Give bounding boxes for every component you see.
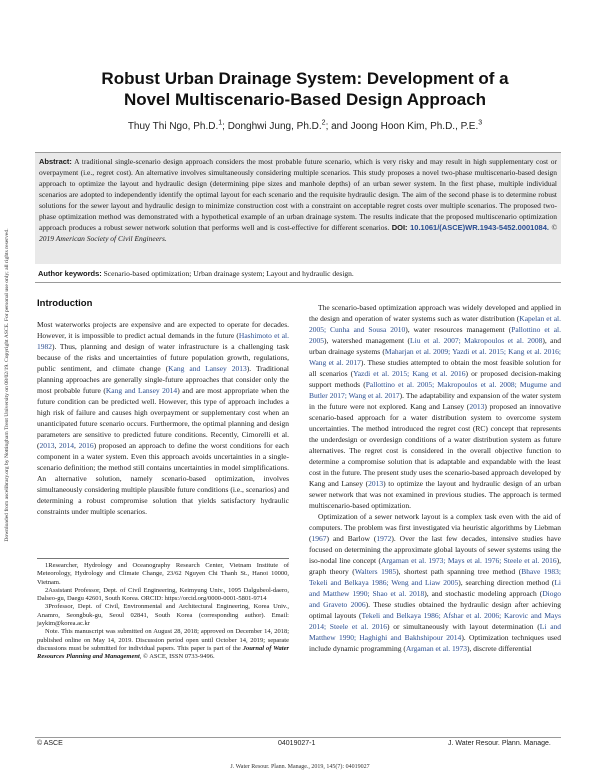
left-column (37, 298, 289, 517)
author-2: ; Donghwi Jung, Ph.D. (222, 121, 322, 132)
title-line-2: Novel Multiscenario-Based Design Approach (123, 90, 487, 109)
author-3-mark: 3 (478, 119, 483, 127)
text-run: Most waterworks projects are expensive and are expected to operate for decades. However, it is impossible to predict actual demands in the future ( (37, 320, 289, 340)
footnote-2: 2Assistant Professor, Dept. of Civil Engineering, Keimyung Univ., 1095 Dalgubeol-daero, Dalseo-gu, Daegu 42601, South Korea. ORCID: https://orcid.org/0000-0001-5801-9714 (37, 586, 289, 603)
reference-link[interactable]: Li and Matthew 1990; Haghighi and Bakhshipour 2014 (309, 622, 562, 642)
text-run: ) and are most appropriate when the future condition can be predicted well. However, this type of approach includes a high risk of failure and causes high overpayment or supplementary cost when an unanticipated future scenario occurs. Furthermore, the optimal planning and design parameters are sensitive to predicted future conditions. Recently, Cimorelli et al. ( (37, 386, 290, 450)
reference-link[interactable]: Kang and Lansey 2014 (105, 386, 178, 395)
text-run: ), shortest path spanning tree method ( (396, 567, 522, 576)
right-paragraph-2 (309, 511, 561, 654)
reference-link[interactable]: Kapelan et al. 2005; Cunha and Sousa 2010 (309, 314, 561, 334)
author-1: Thuy Thi Ngo, Ph.D. (127, 121, 219, 132)
text-run: The scenario-based optimization approach was widely developed and applied in the design and operation of water systems such as water distribution ( (309, 303, 561, 323)
reference-link[interactable]: Walters 1985 (354, 567, 397, 576)
footer-journal: J. Water Resour. Plann. Manage. (448, 740, 551, 747)
text-run: ). Traditional planning approaches are generally single-future approaches that consider only the most probable future ( (37, 364, 290, 395)
text-run: Optimization of a sewer network layout is a complex task even with the aid of computers. The problem was first investigated via heuristic algorithms by Liebman ( (309, 512, 561, 543)
author-1-mark: 1 (218, 119, 223, 127)
text-run: ) and Barlow ( (326, 534, 377, 543)
manuscript-note (37, 628, 289, 661)
reference-link[interactable]: 2013 (469, 402, 485, 411)
title-line-1: Robust Urban Drainage System: Development of a (101, 69, 509, 88)
author-list (40, 121, 570, 132)
download-sidebar (0, 150, 14, 620)
abstract-paragraph (39, 156, 557, 244)
footer-copyright: © ASCE (37, 740, 63, 747)
reference-link[interactable]: Li and Matthew 1990; Shao et al. 2018 (309, 578, 561, 598)
text-run: ). These studies attempted to obtain the most feasible solution for all scenarios ( (309, 358, 561, 378)
text-run: ) or proposed decision-making support methods ( (309, 369, 561, 389)
text-run: ). Over the last few decades, intensive studies have focused on determining the approximate global layouts of sewer systems using the iso-nodal line concept ( (309, 534, 561, 565)
text-run: ), and urban drainage systems ( (309, 336, 562, 356)
copyright-line: © 2019 American Society of Civil Engineers. (39, 223, 558, 243)
text-run: ), watershed management ( (324, 336, 411, 345)
text-run: , (54, 441, 60, 450)
paper-title (40, 68, 570, 110)
reference-link[interactable]: Pallottino et al. 2005; Makropoulos et al. 2008; Mugume and Butler 2017; Wang et al. 2017 (309, 380, 561, 400)
introduction-heading: Introduction (37, 298, 93, 309)
reference-link[interactable]: Argaman et al. 1973 (405, 644, 467, 653)
text-run: ), searching direction method ( (458, 578, 555, 587)
text-run: ) proposed an innovative scenario-based approach for a water distribution system to overcome system uncertainties. The method introduced the regret cost (RC) concept that represents the underdesign or overdesign conditions of a water distribution system as future alternatives. The regret cost is considered in the overall objective function to determine a compromise solution that is adaptable and expandable with the least cost in the future. The present study uses the scenario-based approach developed by Kang and Lansey ( (309, 402, 562, 488)
doi-label: DOI: (391, 223, 408, 232)
text-run: ). Thus, planning and design of water infrastructure is a challenging task because of the risks and uncertainties of future population growth, regulations, public sentiment, and climate change ( (37, 342, 289, 373)
keywords-text: Scenario-based optimization; Urban drainage system; Layout and hydraulic design. (101, 269, 354, 278)
reference-link[interactable]: Diogo and Graveto 2006 (309, 589, 562, 609)
reference-link[interactable]: 1972 (376, 534, 392, 543)
reference-link[interactable]: 2013 (368, 479, 384, 488)
download-notice: Downloaded from ascelibrary.org by Nottingham Trent University on 08/02/19. Copyright ASCE. For personal use only; all rights reserved. (4, 228, 10, 542)
text-run: ). Optimization techniques used include dynamic programming ( (309, 633, 561, 653)
footnotes (37, 558, 289, 662)
section-divider (35, 282, 561, 283)
reference-link[interactable]: Liu et al. 2007; Makropoulos et al. 2008 (410, 336, 543, 345)
reference-link[interactable]: Hashimoto et al. 1982 (37, 331, 290, 351)
reference-link[interactable]: Pallottino et al. 2005 (309, 325, 561, 345)
reference-link[interactable]: Tekeli and Belkaya 1986; Afshar et al. 2006; Karovic and Mays 2014; Steele et al. 2016 (309, 611, 561, 631)
reference-link[interactable]: Maharjan et al. 2009; Yazdi et al. 2015; Kang et al. 2016; Wang et al. 2017 (309, 347, 561, 367)
abstract-text: A traditional single-scenario design approach considers the most probable future scenario, which is very risky and may result in high supplementary cost or overpayment (i.e., regret cost). An alternative involves simultaneously considering multiple scenarios. This study proposes a novel two-phase multiscenario-based design approach to optimize the layout and hydraulic design (determining pipe sizes and manhole depths) of an urban sewer system. In the first phase, multiple individual scenarios are adopted to independently identify the optimal layout for each scenario and the requisite hydraulic design. The aim of the second phase is to determine robust solutions for the sewer layout and hydraulic design to minimize construction cost with a constraint on acceptable regret costs over multiple scenarios. The proposed two-phase optimization method was demonstrated with a hypothetical example of an urban drainage system. The results indicate that the proposed multiscenario optimization approach produces a robust sewer network solution that performs well and is cost-effective for different scenarios. (39, 157, 557, 232)
note-text: Note. This manuscript was submitted on August 28, 2018; approved on December 14, 2018; published online on May 14, 2019. Discussion period open until October 14, 2019; separate discussions must be submitted for individual papers. This paper is part of the (37, 628, 289, 652)
text-run: , (74, 441, 79, 450)
reference-link[interactable]: 1967 (311, 534, 327, 543)
author-3: ; and Joong Hoon Kim, Ph.D., P.E. (325, 121, 479, 132)
text-run: ), graph theory ( (309, 556, 561, 576)
author-2-mark: 2 (321, 119, 326, 127)
text-run: ) to optimize the layout and hydraulic design of an urban sewer network that was not examined in previous studies. The approach is termed multiscenario-based optimization. (309, 479, 561, 510)
abstract-label: Abstract: (39, 157, 72, 166)
footer-divider (35, 737, 561, 738)
author-keywords (38, 269, 560, 279)
right-column (309, 302, 561, 654)
text-run: ) or simultaneously with layout determination ( (387, 622, 540, 631)
citation-line: J. Water Resour. Plann. Manage., 2019, 145(7): 04019027 (230, 764, 370, 770)
text-run: ), and stochastic modeling approach ( (424, 589, 543, 598)
journal-name: Journal of Water Resources Planning and Management (37, 644, 289, 661)
note-issn: , © ASCE, ISSN 0733-9496. (139, 653, 215, 661)
reference-link[interactable]: 2014 (59, 441, 75, 450)
abstract-box (35, 152, 561, 264)
text-run: ). These studies obtained the hydraulic design after achieving optimal layouts ( (309, 600, 562, 620)
footnote-3: 3Professor, Dept. of Civil, Environmental and Architectural Engineering, Korea Univ., Anamro, Seongbuk-gu, Seoul 02841, South Korea (corresponding author). Email: jaykim@korea.ac.kr (37, 603, 289, 628)
footer-article-number: 04019027-1 (278, 740, 316, 747)
reference-link[interactable]: Argaman et al. 1973; Mays et al. 1976; Steele et al. 2016 (380, 556, 557, 565)
reference-link[interactable]: Bhave 1983; Tekeli and Belkaya 1986; Weng and Liaw 2005 (309, 567, 561, 587)
reference-link[interactable]: Kang and Lansey 2013 (168, 364, 247, 373)
text-run: ), discrete differential (466, 644, 532, 653)
reference-link[interactable]: Yazdi et al. 2015; Kang et al. 2016 (353, 369, 466, 378)
reference-link[interactable]: 2016 (78, 441, 94, 450)
keywords-label: Author keywords: (38, 269, 102, 278)
text-run: ) proposed an approach to define the worst conditions for each component in a water system. Even this approach avoids uncertainties in a single-scenario definition; the method still contains uncertainties in model simplifications. An alternative solution, namely scenario-based optimization, involves simultaneously considering multiple plausible future conditions (i.e., scenarios) and determining a robust compromise solution that yields satisfactory hydraulic constraints under multiple scenarios. (37, 441, 289, 516)
right-paragraph-1 (309, 302, 561, 511)
reference-link[interactable]: 2013 (39, 441, 55, 450)
doi-link[interactable]: 10.1061/(ASCE)WR.1943-5452.0001084. (407, 223, 549, 232)
text-run: ), water resources management ( (405, 325, 512, 334)
footnote-1: 1Researcher, Hydrology and Oceanography Research Center, Vietnam Institute of Meteorology, Hydrology and Climate Change, 23/62 Nguyen Chi Thanh St., Hanoi 10000, Vietnam. (37, 562, 289, 586)
text-run: ). The adaptability and expansion of the water system in the future were not explored. Kang and Lansey ( (309, 391, 562, 411)
intro-paragraph-1 (37, 319, 289, 517)
